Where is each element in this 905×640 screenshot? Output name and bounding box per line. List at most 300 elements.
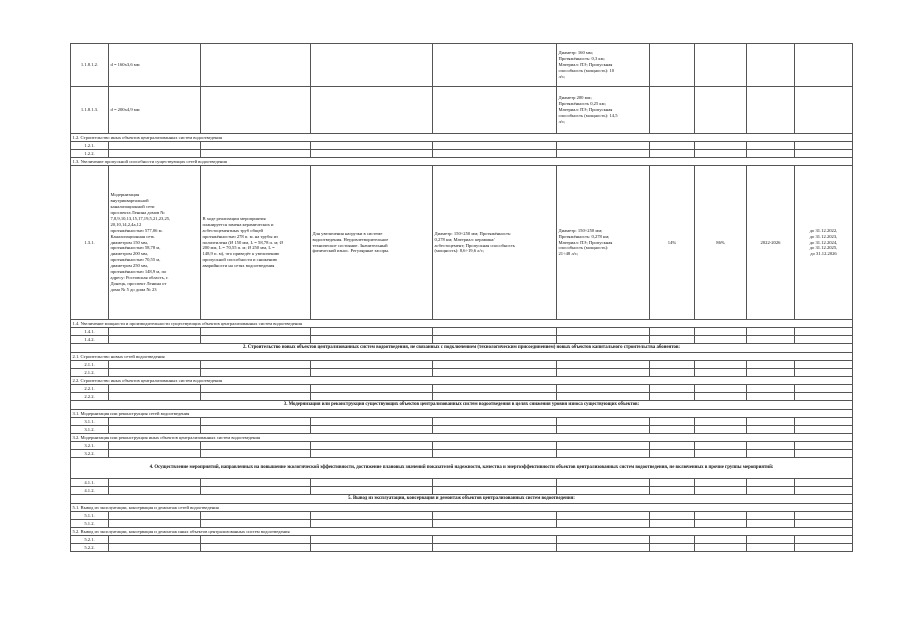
cell-line: канализационной сети [110,203,155,209]
empty-item-row [71,536,853,544]
section-heading: 4. Осуществление мероприятий, направленных на повышение экологической эффективности, достижение плановых значений показателей надежности, качества и энергоэффективности объектов централизованных систем водоотведения, не включенных в прочие группы мероприятий: [71,458,853,479]
empty-cell [650,418,695,426]
empty-cell [795,536,853,544]
empty-cell [795,426,853,434]
cell-line: пропускной способности и снижению [202,257,278,263]
cell-line: водоотведения. Неудовлетворительное [312,236,389,242]
empty-cell [795,336,853,344]
empty-cell [650,393,695,401]
empty-cell [433,385,557,393]
empty-cell [695,142,747,150]
empty-cell [311,450,433,458]
empty-cell [201,142,311,150]
empty-cell [201,369,311,377]
empty-cell [311,536,433,544]
subsection-row [71,434,853,442]
empty-cell [695,328,747,336]
subsection-title: 3.1. Модернизация или реконструкция сетей водоотведения [71,410,853,418]
empty-cell [201,385,311,393]
subsection-title: 1.2. Строительство иных объектов централизованных систем водоотведения [71,134,853,142]
cell-line: до 31.12.2024, [809,239,838,245]
empty-cell [795,328,853,336]
item-number: 3.2.2. [71,450,109,458]
empty-cell [109,361,201,369]
empty-cell [311,142,433,150]
empty-cell [201,512,311,520]
empty-item-row [71,520,853,528]
section-heading: 3. Модернизация или реконструкция существующих объектов централизованных систем водоотведения в целях снижения уровня износа существующих объектов: [71,401,853,410]
cell-line: аварийности на сетях водоотведения [202,263,275,269]
empty-cell [433,361,557,369]
empty-cell [557,418,650,426]
empty-cell [557,544,650,552]
cell-line: Диаметр: 160 мм; [558,50,593,56]
empty-cell [201,479,311,487]
section-heading-row [71,401,853,410]
empty-cell [109,328,201,336]
empty-cell [557,393,650,401]
empty-cell [795,87,853,134]
empty-cell [650,442,695,450]
empty-item-row [71,328,853,336]
empty-cell [795,487,853,495]
item-number: 4.1.1. [71,479,109,487]
empty-cell [109,418,201,426]
empty-cell [557,520,650,528]
empty-item-row [71,369,853,377]
empty-cell [695,479,747,487]
cell-line: 21÷48 л/с; [558,251,579,257]
empty-cell [650,512,695,520]
cell-line: техническое состояние. Значительный [312,242,388,248]
empty-cell [650,336,695,344]
empty-item-row [71,150,853,158]
cell-line: Для увеличения нагрузки в системе [312,230,383,236]
empty-cell [311,150,433,158]
empty-cell [795,385,853,393]
empty-cell [433,336,557,344]
empty-cell [695,44,747,87]
empty-cell [795,393,853,401]
empty-cell [557,479,650,487]
empty-cell [433,369,557,377]
empty-cell [557,142,650,150]
item-number: 1.3.1. [71,166,109,320]
empty-cell [201,426,311,434]
empty-cell [650,544,695,552]
empty-cell [109,150,201,158]
empty-cell [747,385,795,393]
empty-cell [109,536,201,544]
empty-cell [109,426,201,434]
empty-cell [747,536,795,544]
empty-cell [311,512,433,520]
cell-line: Материал: ПЭ; Пропускная [558,239,613,245]
item-number: 1.2.1. [71,142,109,150]
empty-cell [795,520,853,528]
empty-item-row [71,385,853,393]
empty-cell [795,361,853,369]
empty-cell [747,44,795,87]
empty-cell [747,87,795,134]
empty-cell [311,369,433,377]
subsection-title: 1.4. Увеличение мощности и производительности существующих объектов централизованных систем водоотведения [71,320,853,328]
cell-line: Протяжённость: 0,278 км; [558,233,610,239]
empty-cell [557,487,650,495]
section-heading-row [71,458,853,479]
empty-cell [747,418,795,426]
empty-cell [795,450,853,458]
cell-line: планируется замена керамических и [202,221,274,227]
cell-line: способность (мощность): 10 [558,67,615,73]
cell-line: л/с; [558,73,566,79]
item-number: 2.1.1. [71,361,109,369]
item-number: 5.1.2. [71,520,109,528]
empty-cell [311,426,433,434]
empty-cell [795,142,853,150]
empty-cell [557,328,650,336]
section-heading: 5. Вывод из эксплуатации, консервация и демонтаж объектов централизованных систем водоотведения: [71,495,853,504]
empty-cell [747,512,795,520]
empty-cell [109,450,201,458]
subsection-row [71,528,853,536]
subsection-title: 5.1. Вывод из эксплуатации, консервация и демонтаж сетей водоотведения [71,504,853,512]
empty-cell [650,487,695,495]
cell-line: 200 мм, L = 70,55 п. м; Ø 250 мм, L = [202,245,275,251]
before-parameters-cell [433,166,557,320]
empty-cell [747,328,795,336]
cell-line: дома № 5 до дома № 23 [110,287,157,293]
cell-line: Диаметр: 150÷250 мм; Протяжённость: [434,230,512,236]
empty-cell [650,385,695,393]
item-number: 1.1.8.1.3. [71,87,109,134]
empty-cell [311,328,433,336]
subsection-title: 1.3. Увеличение пропускной способности существующих сетей водоотведения [71,158,853,166]
empty-cell [109,520,201,528]
measure-row [71,87,853,134]
empty-cell [747,150,795,158]
empty-cell [433,426,557,434]
empty-cell [201,487,311,495]
cell-line: диаметром 200 мм, [110,251,148,257]
subsection-row [71,134,853,142]
empty-cell [201,442,311,450]
cell-line: способность (мощность): 14,5 [558,112,618,118]
empty-cell [747,479,795,487]
empty-cell [650,142,695,150]
subsection-row [71,410,853,418]
empty-cell [650,450,695,458]
cell-line: протяжённостью 278 п. м. на трубы из [202,233,278,239]
cell-line: до 31.12.2026 [810,251,837,257]
item-number: 2.1.2. [71,369,109,377]
empty-cell [557,336,650,344]
empty-cell [747,361,795,369]
empty-cell [695,361,747,369]
empty-cell [695,487,747,495]
empty-cell [557,426,650,434]
item-number: 3.1.2. [71,426,109,434]
cell-line: до 31.12.2025, [809,245,838,251]
empty-cell [109,544,201,552]
cell-line: 20,10,14,2,4а,12 [110,221,142,227]
empty-cell [433,87,557,134]
cell-line: способность (мощность): [558,245,609,251]
empty-cell [695,418,747,426]
empty-cell [650,150,695,158]
empty-cell [695,369,747,377]
measure-description-cell [201,166,311,320]
empty-cell [695,520,747,528]
empty-cell [650,520,695,528]
empty-cell [311,361,433,369]
empty-cell [795,369,853,377]
empty-cell [109,336,201,344]
empty-cell [557,450,650,458]
empty-cell [747,487,795,495]
empty-cell [433,442,557,450]
empty-cell [109,142,201,150]
wear-after-cell: 86% [695,166,747,320]
cell-line: диаметром 150 мм, [110,239,148,245]
empty-cell [747,450,795,458]
empty-cell [311,385,433,393]
measure-row [71,44,853,87]
document-sheet [70,43,852,552]
cell-line: адресу: Ростовская область, г. [110,275,169,281]
empty-cell [433,487,557,495]
section-heading-row [71,495,853,504]
measure-row [71,166,853,320]
empty-cell [557,369,650,377]
empty-item-row [71,450,853,458]
empty-cell [650,479,695,487]
cell-line: В ходе реализации мероприятия [202,215,266,221]
cell-line: Модернизация [110,191,140,197]
subsection-row [71,158,853,166]
cell-line: до 31.12.2023, [809,233,838,239]
cell-line: Донецк, проспект Ленина от [110,281,167,287]
item-number: 5.2.1. [71,536,109,544]
after-parameters-cell [557,166,650,320]
empty-cell [695,512,747,520]
empty-cell [109,487,201,495]
after-parameters-cell [557,87,650,134]
empty-cell [795,512,853,520]
empty-cell [201,336,311,344]
empty-cell [109,393,201,401]
empty-cell [109,479,201,487]
empty-cell [747,336,795,344]
item-number: 1.1.8.1.2. [71,44,109,87]
empty-cell [695,536,747,544]
empty-item-row [71,512,853,520]
cell-line: Протяжённость: 0,3 км; [558,56,605,62]
item-number: 1.4.1. [71,328,109,336]
empty-cell [433,536,557,544]
cell-line: протяжённостью 58,78 м, [110,245,161,251]
subsection-row [71,320,853,328]
empty-cell [201,150,311,158]
cell-line: до 31.12.2022, [809,227,838,233]
empty-cell [795,150,853,158]
empty-cell [650,44,695,87]
cell-line: проспекта Ленина домов № [110,209,165,215]
empty-cell [747,393,795,401]
subsection-title: 2.1. Строительство новых сетей водоотведения [71,353,853,361]
empty-cell [433,512,557,520]
cell-line: физический износ. Регулярные засоры. [312,248,390,254]
empty-cell [557,536,650,544]
empty-cell [311,479,433,487]
empty-cell [695,385,747,393]
empty-cell [311,336,433,344]
empty-cell [695,450,747,458]
empty-cell [795,479,853,487]
empty-cell [650,369,695,377]
empty-cell [695,426,747,434]
item-number: 3.2.1. [71,442,109,450]
empty-cell [795,44,853,87]
empty-cell [109,512,201,520]
investment-program-table [70,43,853,552]
empty-cell [433,150,557,158]
empty-cell [650,87,695,134]
item-number: 5.2.2. [71,544,109,552]
empty-cell [695,336,747,344]
empty-cell [433,450,557,458]
empty-cell [695,150,747,158]
empty-cell [650,536,695,544]
empty-cell [557,150,650,158]
empty-cell [650,328,695,336]
empty-item-row [71,418,853,426]
justification-cell [311,166,433,320]
empty-item-row [71,442,853,450]
cell-line: л/с; [558,118,566,124]
empty-cell [747,442,795,450]
item-number: 2.2.2. [71,393,109,401]
empty-cell [201,393,311,401]
cell-line: Канализационная сеть [110,233,155,239]
empty-cell [557,361,650,369]
empty-item-row [71,393,853,401]
empty-item-row [71,544,853,552]
after-parameters-cell [557,44,650,87]
empty-cell [201,44,311,87]
item-number: 4.1.2. [71,487,109,495]
empty-cell [311,393,433,401]
empty-cell [311,442,433,450]
subsection-title: 3.2. Модернизация или реконструкция иных объектов централизованных систем водоотведения [71,434,853,442]
item-number: 5.1.1. [71,512,109,520]
empty-cell [433,328,557,336]
cell-line: полиэтилена (Ø 150 мм, L = 58,78 п. м; Ø [202,239,283,245]
empty-cell [201,536,311,544]
cell-line: Диаметр: 150÷250 мм; [558,227,603,233]
empty-item-row [71,336,853,344]
empty-item-row [71,487,853,495]
empty-cell [747,142,795,150]
empty-cell [109,385,201,393]
cell-line: 0,278 км; Материал: керамика/ [434,236,495,242]
empty-cell [109,369,201,377]
empty-cell [201,544,311,552]
item-number: 2.2.1. [71,385,109,393]
cell-line: Протяжённость 0,25 км; [558,101,606,107]
item-number: 3.1.1. [71,418,109,426]
cell-line: Материал: ПЭ; Пропускная [558,107,613,113]
empty-cell [795,442,853,450]
parameter-cell: d = 200х4,9 мм [109,87,201,134]
cell-line: диаметром 250 мм, [110,263,148,269]
empty-cell [311,520,433,528]
empty-cell [433,520,557,528]
empty-cell [433,393,557,401]
empty-item-row [71,426,853,434]
subsection-row [71,353,853,361]
cell-line: асбестоцементных труб общей [202,227,263,233]
table-body [71,44,853,552]
empty-cell [695,87,747,134]
empty-cell [201,87,311,134]
measure-name-cell [109,166,201,320]
empty-cell [201,361,311,369]
subsection-row [71,504,853,512]
cell-line: протяжённостью 148,9 м, по [110,269,167,275]
empty-cell [201,418,311,426]
empty-cell [311,487,433,495]
subsection-title: 5.2. Вывод из эксплуатации, консервация и демонтаж иных объектов централизованных систем водоотведения [71,528,853,536]
deadlines-cell [795,166,853,320]
cell-line: Диаметр 200 мм; [558,95,592,101]
empty-cell [650,426,695,434]
subsection-title: 2.2. Строительство иных объектов централизованных систем водоотведения [71,377,853,385]
empty-cell [695,544,747,552]
cell-line: внутриквартальной [110,197,149,203]
empty-cell [201,450,311,458]
empty-cell [795,418,853,426]
cell-line: (мощность): 8,6÷19,6 л/с; [434,248,485,254]
empty-cell [557,442,650,450]
cell-line: 148,9 п. м), что приведёт к увеличению [202,251,280,257]
empty-cell [650,361,695,369]
empty-cell [311,418,433,426]
empty-cell [747,520,795,528]
empty-cell [695,393,747,401]
empty-cell [311,87,433,134]
cell-line: протяжённостью 577,06 м. [110,227,163,233]
section-heading-row [71,344,853,353]
cell-line: протяжённостью 70,55 м, [110,257,161,263]
period-cell: 2022-2026 [747,166,795,320]
empty-cell [311,544,433,552]
empty-cell [311,44,433,87]
empty-cell [795,544,853,552]
subsection-row [71,377,853,385]
item-number: 1.2.2. [71,150,109,158]
empty-cell [557,385,650,393]
item-number: 1.4.2. [71,336,109,344]
empty-cell [557,512,650,520]
cell-line: асбестоцемент; Пропускная способность [434,242,515,248]
empty-cell [433,142,557,150]
section-heading: 2. Строительство новых объектов централизованных систем водоотведения, не связанных с подключением (технологическим присоединением) новых объектов капитального строительства абонентов: [71,344,853,353]
empty-cell [747,369,795,377]
empty-cell [747,426,795,434]
empty-cell [201,328,311,336]
empty-cell [433,418,557,426]
